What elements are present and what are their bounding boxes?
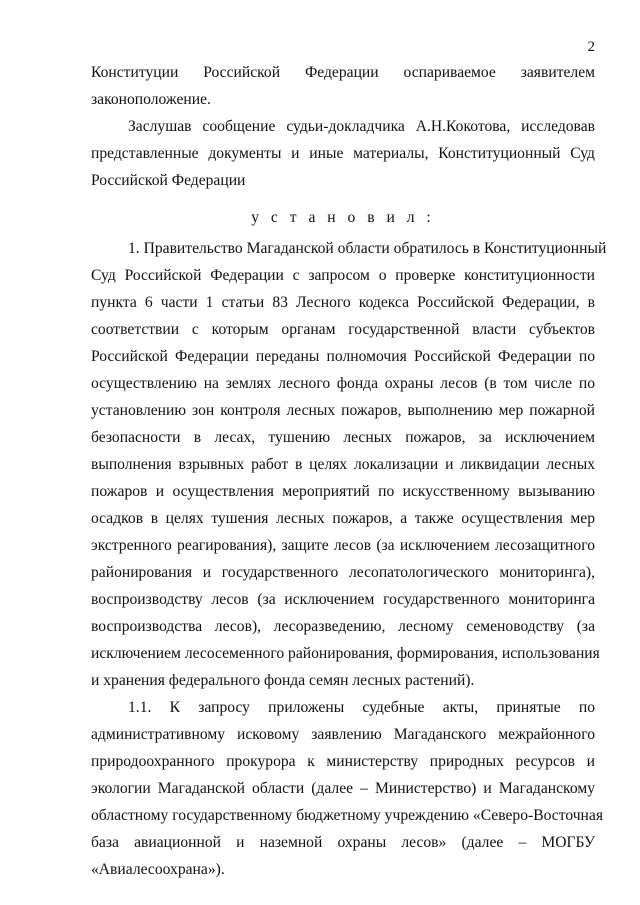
text-line: и хранения федерального фонда семян лесных растений). xyxy=(91,672,475,689)
text-line: экологии Магаданской области (далее – Министерство) и Магаданскому xyxy=(91,780,595,797)
text-line: административному исковому заявлению Магаданского межрайонного xyxy=(91,726,595,743)
text-line: 1.1. К запросу приложены судебные акты, принятые по xyxy=(128,699,595,716)
text-line: природоохранного прокурора к министерству природных ресурсов и xyxy=(91,753,595,770)
text-line: «Авиалесоохрана»). xyxy=(91,861,225,878)
text-line: база авиационной и наземной охраны лесов» (далее – МОГБУ xyxy=(91,834,595,851)
text-line: осуществлению на землях лесного фонда охраны лесов (в том числе по xyxy=(91,375,595,392)
document-body xyxy=(91,59,607,883)
text-line: представленные документы и иные материалы, Конституционный Суд xyxy=(91,145,595,162)
text-line: осадков в целях тушения лесных пожаров, а также осуществления мер xyxy=(91,510,595,527)
text-line: 1. Правительство Магаданской области обратилось в Конституционный xyxy=(128,240,607,257)
text-line: экстренного реагирования), защите лесов (за исключением лесозащитного xyxy=(91,537,595,554)
text-line: Российской Федерации xyxy=(91,172,246,189)
text-line: безопасности в лесах, тушению лесных пожаров, за исключением xyxy=(91,429,595,446)
text-line: законоположение. xyxy=(91,91,211,108)
text-line: выполнения взрывных работ в целях локализации и ликвидации лесных xyxy=(91,456,595,473)
section-heading: у с т а н о в и л : xyxy=(251,209,435,226)
text-line: соответствии с которым органам государственной власти субъектов xyxy=(91,321,595,338)
text-line: районирования и государственного лесопатологического мониторинга), xyxy=(91,564,595,581)
text-line: воспроизводства лесов), лесоразведению, лесному семеноводству (за xyxy=(91,618,595,635)
text-line: Российской Федерации переданы полномочия Российской Федерации по xyxy=(91,348,595,365)
text-line: Заслушав сообщение судьи-докладчика А.Н.Кокотова, исследовав xyxy=(128,118,595,135)
text-line: установлению зон контроля лесных пожаров, выполнению мер пожарной xyxy=(91,402,595,419)
text-line: Конституции Российской Федерации оспариваемое заявителем xyxy=(91,64,595,81)
text-line: исключением лесосеменного районирования, формирования, использования xyxy=(91,645,600,662)
page-number: 2 xyxy=(587,39,595,55)
text-line: Суд Российской Федерации с запросом о проверке конституционности xyxy=(91,267,595,284)
text-line: пожаров и осуществления мероприятий по искусственному вызыванию xyxy=(91,483,595,500)
text-line: областному государственному бюджетному учреждению «Северо-Восточная xyxy=(91,807,603,824)
text-line: воспроизводству лесов (за исключением государственного мониторинга xyxy=(91,591,595,608)
text-line: пункта 6 части 1 статьи 83 Лесного кодекса Российской Федерации, в xyxy=(91,294,595,311)
